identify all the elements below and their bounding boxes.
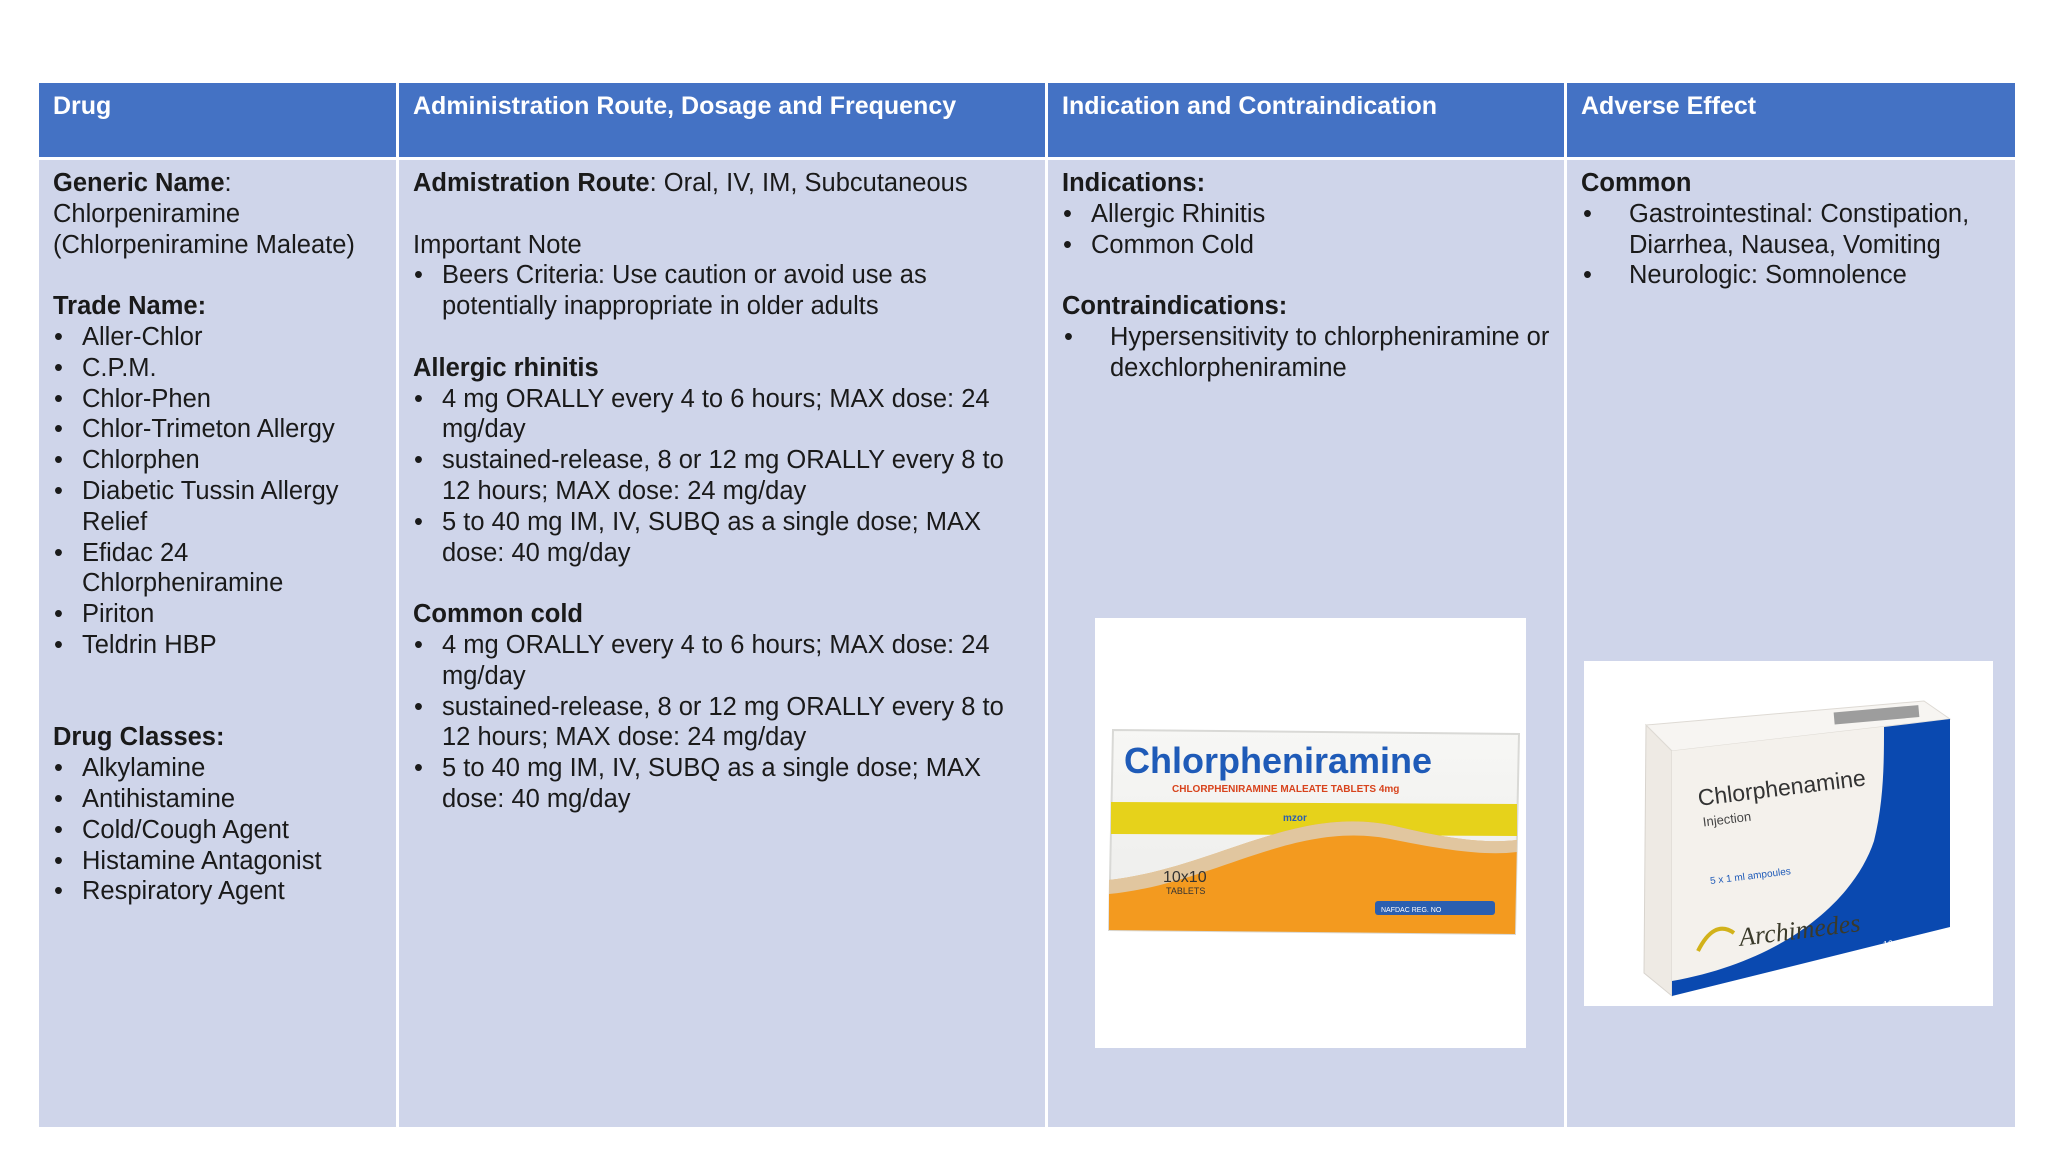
tablet-box-illustration: [1095, 618, 1526, 1048]
header-drug: Drug: [39, 83, 396, 157]
list-item: • Beers Criteria: Use caution or avoid use as potentially inappropriate in older adults: [413, 260, 1031, 322]
tablet-box-subtitle: CHLORPHENIRAMINE MALEATE TABLETS 4mg: [1172, 784, 1400, 795]
contraindications-label: Contraindications:: [1062, 292, 1288, 321]
list-item: • Aller-Chlor: [53, 322, 382, 353]
list-item: • Chlor-Trimeton Allergy: [53, 414, 382, 445]
admin-cell: [399, 160, 1045, 1127]
header-indication: Indication and Contraindication: [1048, 83, 1564, 157]
tablet-box-count: 10x10: [1163, 869, 1207, 886]
injection-box-brand: Chlorphenamine: [1696, 764, 1868, 811]
trade-name-list: [53, 322, 382, 661]
list-item: • Efidac 24 Chlorpheniramine: [53, 538, 382, 600]
chlorpheniramine-tablet-box-image: [1095, 618, 1526, 1048]
list-item: • sustained-release, 8 or 12 mg ORALLY every 8 to 12 hours; MAX dose: 24 mg/day: [413, 692, 1031, 754]
tablet-box-reg: NAFDAC REG. NO: [1381, 907, 1442, 914]
list-item: • C.P.M.: [53, 353, 382, 384]
route-value: : Oral, IV, IM, Subcutaneous: [649, 169, 968, 197]
list-item: • 4 mg ORALLY every 4 to 6 hours; MAX dose: 24 mg/day: [413, 384, 1031, 446]
indications-label: Indications:: [1062, 169, 1206, 197]
injection-box-pack: 5 x 1 ml ampoules: [1709, 866, 1792, 888]
list-item: • Gastrointestinal: Constipation, Diarrhea, Nausea, Vomiting: [1581, 199, 2001, 261]
list-item: • Cold/Cough Agent: [53, 815, 382, 846]
list-item: • Teldrin HBP: [53, 630, 382, 661]
injection-box-illustration: [1584, 661, 1993, 1006]
important-note-label: Important Note: [413, 230, 582, 259]
list-item: • Chlor-Phen: [53, 384, 382, 415]
important-note-list: [413, 260, 1031, 322]
tablet-box-brand: Chlorpheniramine: [1124, 740, 1433, 781]
drug-classes-label: Drug Classes:: [53, 723, 225, 752]
common-label: Common: [1581, 169, 1692, 197]
allergic-rhinitis-list: [413, 384, 1031, 569]
list-item: • Piriton: [53, 599, 382, 630]
list-item: • 5 to 40 mg IM, IV, SUBQ as a single dose; MAX dose: 40 mg/day: [413, 753, 1031, 815]
injection-box-maker: Archimedes: [1737, 908, 1862, 952]
drug-classes-list: [53, 753, 382, 907]
admin-column: [399, 83, 1045, 1127]
tablet-box-maker: mzor: [1283, 813, 1307, 824]
contraindications-list: [1062, 322, 1550, 384]
injection-box-strength: 10 mg in 1 ml: [1882, 932, 1938, 950]
list-item: • Common Cold: [1062, 230, 1550, 261]
tablet-box-count-unit: TABLETS: [1166, 886, 1206, 896]
header-admin: Administration Route, Dosage and Frequency: [399, 83, 1045, 157]
list-item: • Allergic Rhinitis: [1062, 199, 1550, 230]
list-item: • Histamine Antagonist: [53, 846, 382, 877]
common-cold-list: [413, 630, 1031, 815]
list-item: • 4 mg ORALLY every 4 to 6 hours; MAX dose: 24 mg/day: [413, 630, 1031, 692]
indications-list: [1062, 199, 1550, 261]
drug-column: [39, 83, 396, 1127]
generic-name-label: Generic Name: [53, 169, 225, 197]
chlorphenamine-injection-box-image: [1584, 661, 1993, 1006]
allergic-rhinitis-label: Allergic rhinitis: [413, 353, 599, 382]
generic-name-salt: (Chlorpeniramine Maleate): [53, 230, 355, 259]
list-item: • Hypersensitivity to chlorpheniramine or dexchlorpheniramine: [1062, 322, 1550, 384]
list-item: • Diabetic Tussin Allergy Relief: [53, 476, 382, 538]
list-item: • Respiratory Agent: [53, 876, 382, 907]
generic-name-value: Chlorpeniramine: [53, 199, 241, 228]
common-cold-label: Common cold: [413, 600, 583, 629]
list-item: • sustained-release, 8 or 12 mg ORALLY every 8 to 12 hours; MAX dose: 24 mg/day: [413, 445, 1031, 507]
route-label: Admistration Route: [413, 169, 650, 197]
trade-name-label: Trade Name:: [53, 292, 207, 321]
list-item: • Antihistamine: [53, 784, 382, 815]
list-item: • 5 to 40 mg IM, IV, SUBQ as a single dose; MAX dose: 40 mg/day: [413, 507, 1031, 569]
adverse-list: [1581, 199, 2001, 291]
list-item: • Chlorphen: [53, 445, 382, 476]
header-adverse: Adverse Effect: [1567, 83, 2015, 157]
list-item: • Neurologic: Somnolence: [1581, 260, 2001, 291]
list-item: • Alkylamine: [53, 753, 382, 784]
drug-cell: [39, 160, 396, 1127]
injection-box-form: Injection: [1701, 808, 1752, 830]
generic-name-colon: :: [224, 169, 232, 197]
